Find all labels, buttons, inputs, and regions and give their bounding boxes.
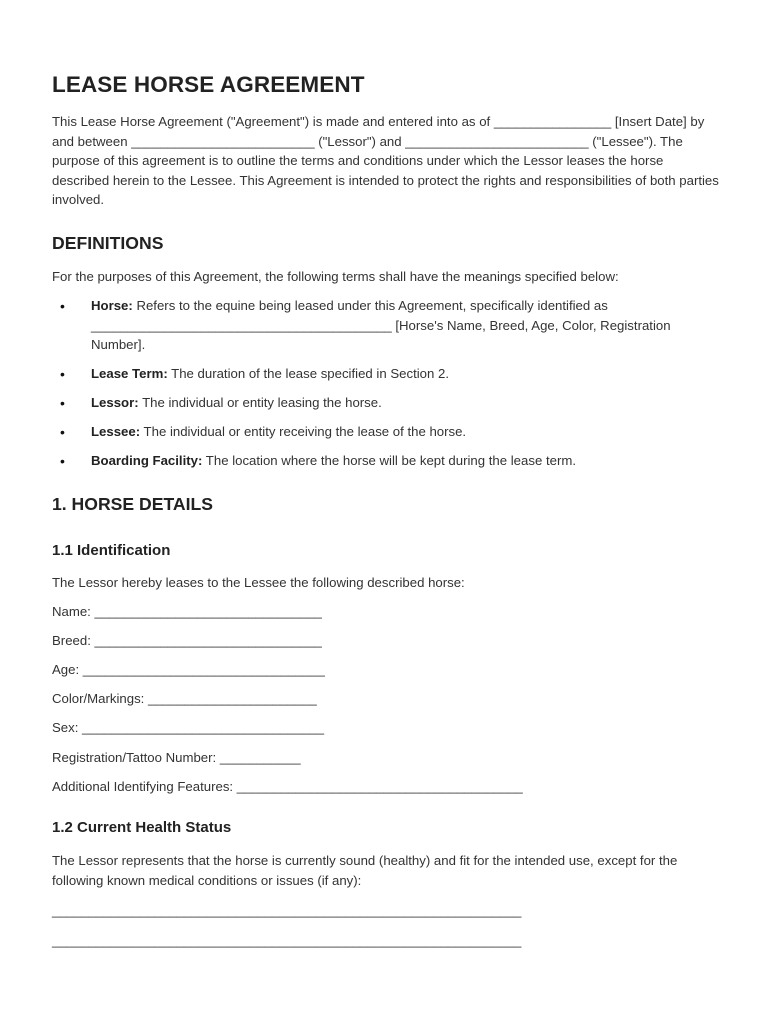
definition-term: Lessor:: [91, 395, 139, 410]
identification-heading: 1.1 Identification: [52, 542, 171, 559]
definition-item-lessor: [52, 393, 722, 413]
definition-item-lessee: [52, 422, 722, 442]
definitions-lead: For the purposes of this Agreement, the following terms shall have the meanings specified below:: [52, 269, 619, 284]
definition-item-horse: [52, 296, 722, 355]
intro-paragraph: This Lease Horse Agreement ("Agreement") is made and entered into as of ________________ [Insert Date] by and between _________________________ ("Lessor") and _________________________ ("Lessee"). The purpose of this agreement is to outline the terms and conditions under which the Lessor leases the horse described herein to the Lessee. This Agreement is intended to protect the rights and responsibilities of both parties involved.: [52, 114, 719, 207]
field-color-markings: Color/Markings: _______________________: [52, 691, 317, 706]
definition-item-boarding-facility: [52, 451, 722, 471]
field-additional-features: Additional Identifying Features: _______________________________________: [52, 779, 523, 794]
definition-text: The individual or entity receiving the lease of the horse.: [140, 424, 467, 439]
definition-term: Lessee:: [91, 424, 141, 439]
horse-details-heading: 1. HORSE DETAILS: [52, 494, 213, 514]
field-age: Age: _________________________________: [52, 662, 325, 677]
health-status-heading: 1.2 Current Health Status: [52, 819, 232, 836]
definition-text: The individual or entity leasing the horse.: [138, 395, 382, 410]
definition-text: The location where the horse will be kept during the lease term.: [202, 453, 576, 468]
definition-term: Boarding Facility:: [91, 453, 203, 468]
definition-term: Lease Term:: [91, 366, 168, 381]
definitions-list: [52, 296, 722, 471]
definition-text: Refers to the equine being leased under this Agreement, specifically identified as _________________________________________ [Horse's Name, Breed, Age, Color, Registration Number].: [91, 298, 671, 352]
definitions-heading: DEFINITIONS: [52, 233, 164, 253]
definition-text: The duration of the lease specified in Section 2.: [167, 366, 449, 381]
definition-item-lease-term: [52, 364, 722, 384]
health-blank-line: ________________________________________________________________: [52, 933, 522, 948]
field-registration-number: Registration/Tattoo Number: ___________: [52, 750, 301, 765]
health-blank-line: ________________________________________________________________: [52, 903, 522, 918]
field-name: Name: _______________________________: [52, 604, 322, 619]
field-sex: Sex: _________________________________: [52, 720, 325, 735]
identification-lead: The Lessor hereby leases to the Lessee the following described horse:: [52, 575, 465, 590]
health-status-text: The Lessor represents that the horse is currently sound (healthy) and fit for the intended use, except for the following known medical conditions or issues (if any):: [52, 853, 678, 888]
definition-term: Horse:: [91, 298, 133, 313]
document-title: LEASE HORSE AGREEMENT: [52, 72, 365, 97]
field-breed: Breed: _______________________________: [52, 633, 322, 648]
